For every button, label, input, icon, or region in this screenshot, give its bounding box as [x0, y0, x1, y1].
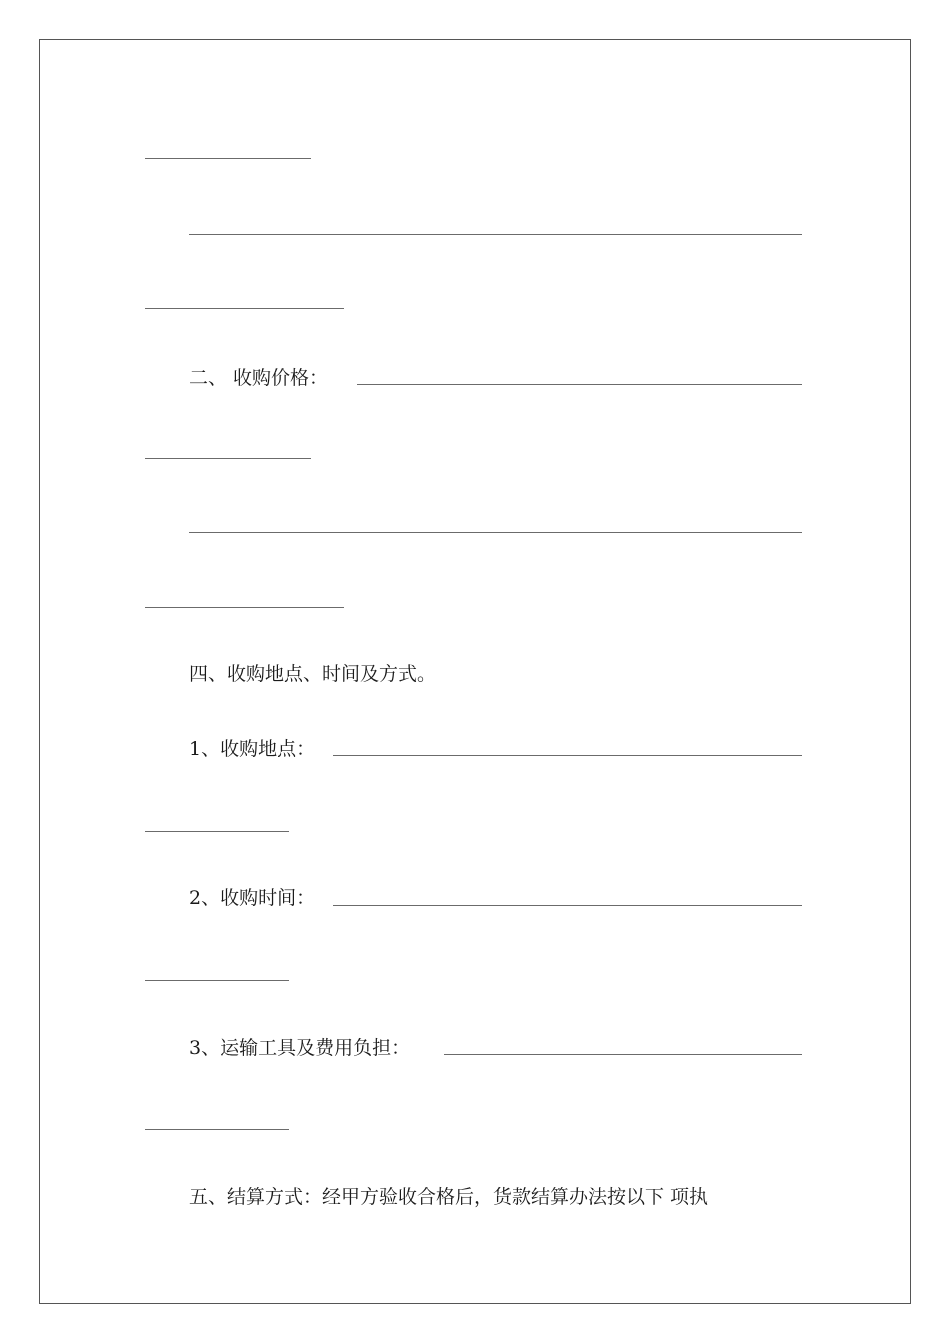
page-frame — [39, 39, 911, 1304]
settlement-text: 五、结算方式：经甲方验收合格后，货款结算办法按以下 项执 — [189, 1186, 709, 1208]
place-time-heading: 四、收购地点、时间及方式。 — [189, 663, 437, 685]
transport-blank[interactable] — [444, 1054, 802, 1055]
place-label: 1、收购地点： — [189, 738, 316, 760]
place-blank[interactable] — [333, 755, 802, 756]
price-blank[interactable] — [357, 384, 802, 385]
fill-in-blank[interactable] — [145, 308, 344, 309]
fill-in-blank[interactable] — [189, 532, 802, 533]
time-blank[interactable] — [333, 905, 802, 906]
transport-label: 3、运输工具及费用负担： — [189, 1037, 411, 1059]
fill-in-blank[interactable] — [189, 234, 802, 235]
fill-in-blank[interactable] — [145, 458, 311, 459]
fill-in-blank[interactable] — [145, 158, 311, 159]
fill-in-blank[interactable] — [145, 607, 344, 608]
price-heading: 二、 收购价格： — [189, 367, 329, 389]
fill-in-blank[interactable] — [145, 980, 289, 981]
fill-in-blank[interactable] — [145, 831, 289, 832]
time-label: 2、收购时间： — [189, 887, 316, 909]
fill-in-blank[interactable] — [145, 1129, 289, 1130]
